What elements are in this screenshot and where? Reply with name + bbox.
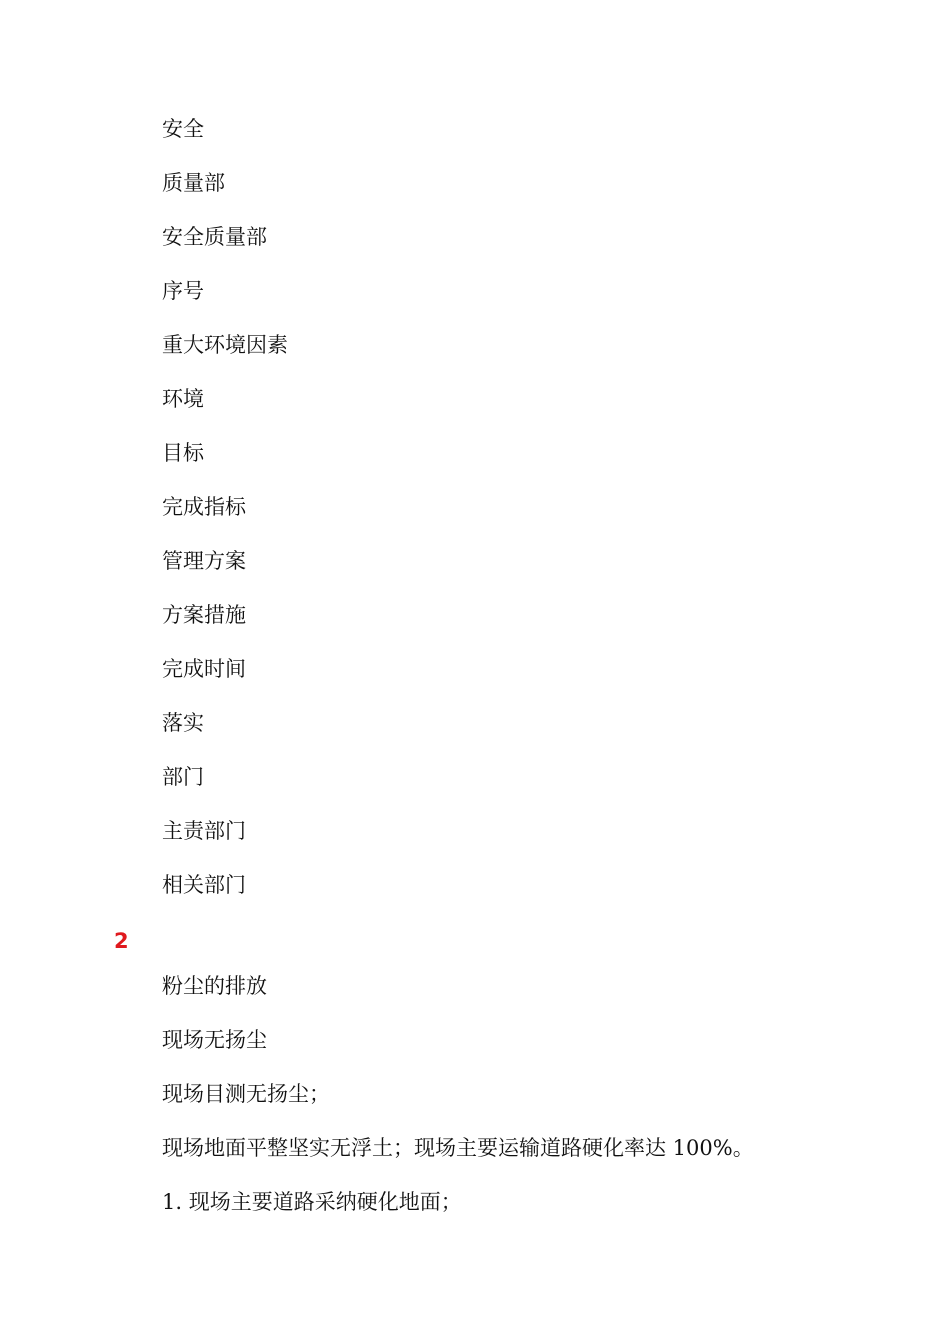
text-line: 粉尘的排放 xyxy=(162,974,267,998)
text-line: 现场目测无扬尘； xyxy=(162,1082,330,1106)
text-line: 部门 xyxy=(162,765,204,789)
text-line: 完成时间 xyxy=(162,657,246,681)
text-line: 目标 xyxy=(162,441,204,465)
text-line: 环境 xyxy=(162,387,204,411)
text-line: 质量部 xyxy=(162,171,225,195)
text-line: 现场无扬尘 xyxy=(162,1028,267,1052)
text-line: 管理方案 xyxy=(162,549,246,573)
text-line: 主责部门 xyxy=(162,819,246,843)
text-line: 完成指标 xyxy=(162,495,246,519)
text-line: 安全质量部 xyxy=(162,225,267,249)
text-line: 相关部门 xyxy=(162,873,246,897)
section-number: 2 xyxy=(114,929,129,953)
text-line: 现场地面平整坚实无浮土；现场主要运输道路硬化率达 100%。 xyxy=(162,1136,754,1160)
text-line: 重大环境因素 xyxy=(162,333,288,357)
text-line: 序号 xyxy=(162,279,204,303)
text-line: 安全 xyxy=(162,117,204,141)
text-line: 落实 xyxy=(162,711,204,735)
text-line: 方案措施 xyxy=(162,603,246,627)
text-line: 1. 现场主要道路采纳硬化地面； xyxy=(162,1190,462,1214)
